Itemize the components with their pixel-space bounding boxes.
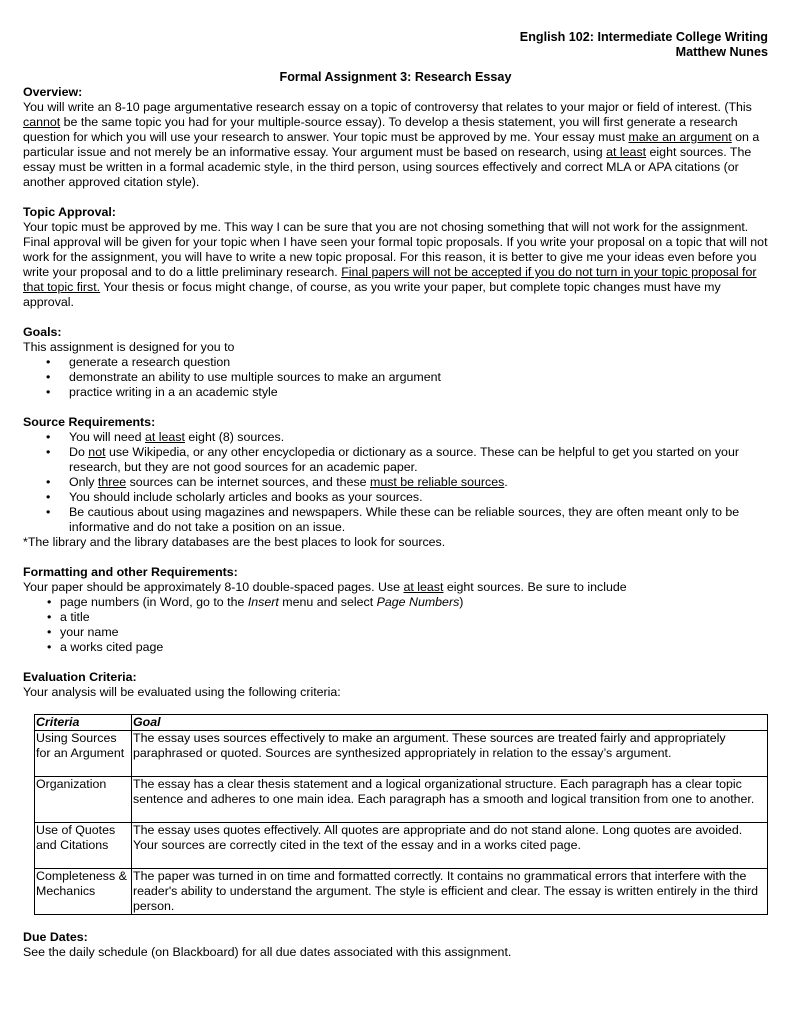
overview-heading: Overview: [23, 85, 83, 99]
list-item: • Do not use Wikipedia, or any other encyclopedia or dictionary as a source. These can be helpful to get you started on your research, but they are not good sources for an academic paper. [23, 445, 768, 475]
list-item: • Only three sources can be internet sources, and these must be reliable sources. [23, 475, 768, 490]
list-item: • demonstrate an ability to use multiple sources to make an argument [23, 370, 768, 385]
table-row [35, 823, 768, 869]
goal-cell: The essay uses quotes effectively. All quotes are appropriate and do not stand alone. Long quotes are avoided. Your sources are correctly cited in the text of the essay and in a works cited page. [132, 823, 768, 869]
list-item: • a title [23, 610, 768, 625]
criteria-cell: Completeness & Mechanics [35, 869, 132, 915]
document-header [23, 30, 768, 60]
course-title: English 102: Intermediate College Writing [519, 30, 768, 44]
overview-section [23, 85, 768, 190]
evaluation-heading: Evaluation Criteria: [23, 670, 137, 684]
criteria-cell: Organization [35, 777, 132, 823]
goal-cell: The essay has a clear thesis statement and a logical organizational structure. Each paragraph has a clear topic sentence and adheres to one main idea. Each paragraph has a smooth and logical transition from one to another. [132, 777, 768, 823]
criteria-cell: Using Sources for an Argument [35, 731, 132, 777]
topic-approval-text: Your topic must be approved by me. This way I can be sure that you are not chosing something that will not work for the assignment. Final approval will be given for your topic when I have seen your formal topic proposals. If you write your proposal on a topic that will not work for the assignment, you will have to write a new topic proposal. For this reason, it is better to give me your ideas even before you write your proposal and to do a little preliminary research. Final papers will not be accepted if you do not turn in your topic proposal for that topic first. Your thesis or focus might change, of course, as you write your paper, but complete topic changes must have my approval. [23, 220, 768, 309]
formatting-list [23, 595, 768, 655]
goals-list [23, 355, 768, 400]
list-item: • You should include scholarly articles and books as your sources. [23, 490, 768, 505]
topic-approval-section [23, 205, 768, 310]
list-item: • Be cautious about using magazines and newspapers. While these can be reliable sources, they are often meant only to be informative and do not take a position on an issue. [23, 505, 768, 535]
list-item: • You will need at least eight (8) sources. [23, 430, 768, 445]
criteria-cell: Use of Quotes and Citations [35, 823, 132, 869]
table-row [35, 777, 768, 823]
formatting-section [23, 565, 768, 655]
evaluation-section [23, 670, 768, 915]
goal-cell: The paper was turned in on time and formatted correctly. It contains no grammatical errors that interfere with the reader's ability to understand the argument. The style is efficient and clear. The essay is written entirely in the third person. [132, 869, 768, 915]
topic-approval-heading: Topic Approval: [23, 205, 116, 219]
evaluation-intro: Your analysis will be evaluated using the following criteria: [23, 685, 341, 699]
list-item: • generate a research question [23, 355, 768, 370]
criteria-column-header: Criteria [35, 715, 132, 731]
library-note: *The library and the library databases are the best places to look for sources. [23, 535, 446, 549]
table-header-row [35, 715, 768, 731]
list-item: • a works cited page [23, 640, 768, 655]
goals-heading: Goals: [23, 325, 62, 339]
table-row [35, 869, 768, 915]
criteria-table [34, 714, 768, 915]
table-row [35, 731, 768, 777]
list-item: • page numbers (in Word, go to the Insert menu and select Page Numbers) [23, 595, 768, 610]
source-requirements-heading: Source Requirements: [23, 415, 156, 429]
goals-section [23, 325, 768, 400]
overview-text: You will write an 8-10 page argumentative research essay on a topic of controversy that relates to your major or field of interest. (This cannot be the same topic you had for your multiple-source essay). To develop a thesis statement, you will first generate a research question for which you will use your research to answer. Your topic must be approved by me. Your essay must make an argument on a particular issue and not merely be an informative essay. Your argument must be based on research, using at least eight sources. The essay must be written in a formal academic style, in the third person, using sources effectively and correct MLA or APA citations (or another approved citation style). [23, 100, 760, 189]
list-item: • your name [23, 625, 768, 640]
list-item: • practice writing in a an academic style [23, 385, 768, 400]
formatting-text: Your paper should be approximately 8-10 double-spaced pages. Use at least eight sources. Be sure to include [23, 580, 627, 594]
assignment-title: Formal Assignment 3: Research Essay [279, 70, 512, 84]
due-dates-heading: Due Dates: [23, 930, 88, 944]
goal-cell: The essay uses sources effectively to make an argument. These sources are treated fairly and appropriately paraphrased or quoted. Sources are synthesized appropriately in relation to the essay’s argument. [132, 731, 768, 777]
goal-column-header: Goal [132, 715, 768, 731]
formatting-heading: Formatting and other Requirements: [23, 565, 238, 579]
source-requirements-list [23, 430, 768, 535]
goals-intro: This assignment is designed for you to [23, 340, 235, 354]
due-dates-section [23, 930, 768, 960]
source-requirements-section [23, 415, 768, 550]
due-dates-text: See the daily schedule (on Blackboard) for all due dates associated with this assignment. [23, 945, 512, 959]
instructor-name: Matthew Nunes [675, 45, 768, 59]
document-page [23, 30, 768, 960]
